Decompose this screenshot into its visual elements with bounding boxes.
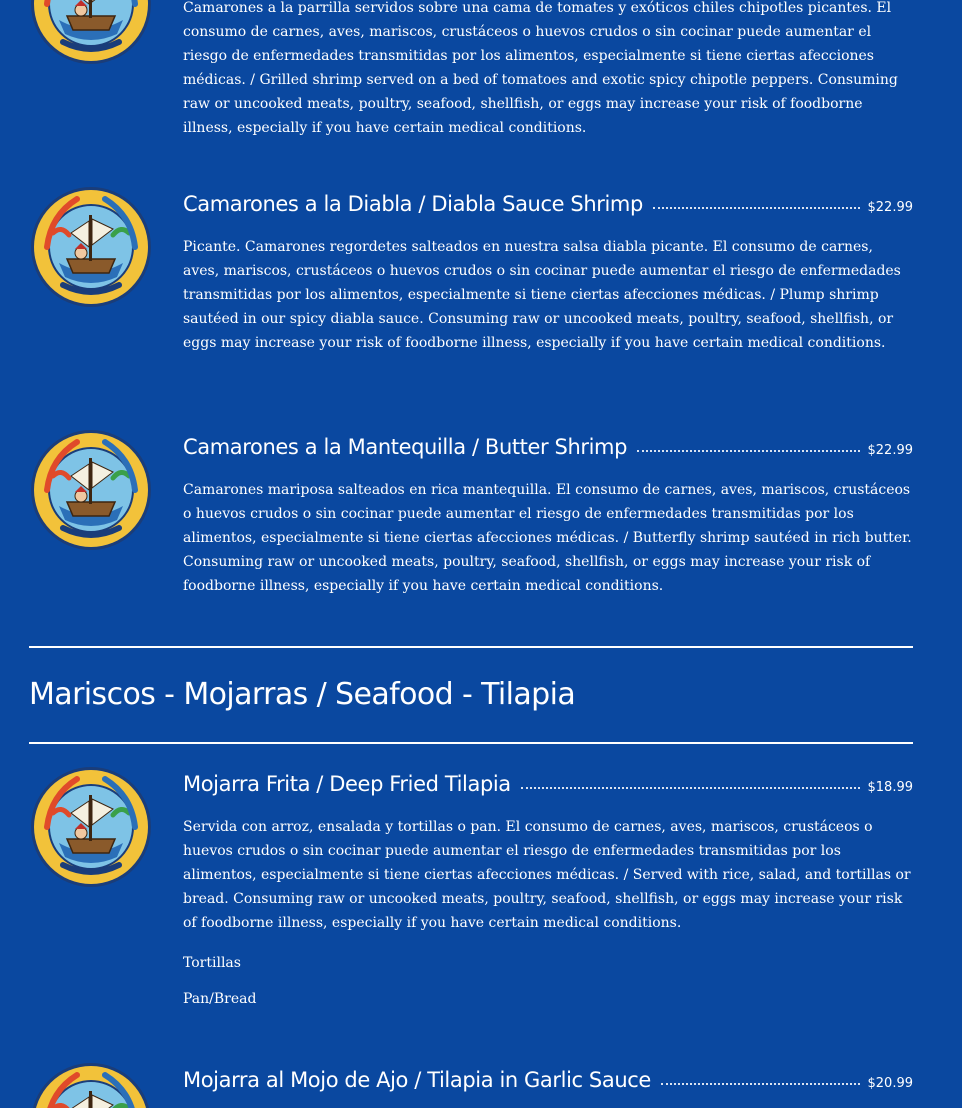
item-description: Servida con arroz, ensalada y tortillas o pan. El consumo de carnes, aves, mariscos, crustáceos o huevos crudos o sin cocinar puede aumentar el riesgo de enfermedades transmitidas por los alimentos, especialmente si tiene ciertas afecciones médicas. / Served with rice, salad, and tortillas or bread. Consuming raw or uncooked meats, poultry, seafood, shellfish, or eggs may increase your risk of foodborne illness, especially if you have certain medical conditions. (183, 819, 911, 931)
item-name[interactable]: Mojarra Frita / Deep Fried Tilapia (183, 772, 511, 796)
item-name[interactable]: Camarones a la Mantequilla / Butter Shrimp (183, 435, 628, 459)
price-leader-dots (637, 449, 859, 452)
item-description: Camarones mariposa salteados en rica mantequilla. El consumo de carnes, aves, mariscos, crustáceos o huevos crudos o sin cocinar puede aumentar el riesgo de enfermedades transmitidas por los alimentos, especialmente si tiene ciertas afecciones médicas. / Butterfly shrimp sautéed in rich butter. Consuming raw or uncooked meats, poultry, seafood, shellfish, or eggs may increase your risk of foodborne illness, especially if you have certain medical conditions. (183, 482, 912, 594)
restaurant-logo-icon (29, 185, 153, 309)
price-leader-dots (653, 206, 860, 209)
item-description: Picante. Camarones regordetes salteados en nuestra salsa diabla picante. El consumo de carnes, aves, mariscos, crustáceos o huevos crudos o sin cocinar puede aumentar el riesgo de enfermedades transmitidas por los alimentos, especialmente si tiene ciertas afecciones médicas. / Plump shrimp sautéed in our spicy diabla sauce. Consuming raw or uncooked meats, poultry, seafood, shellfish, or eggs may increase your risk of foodborne illness, especially if you have certain medical conditions. (183, 239, 901, 351)
price-leader-dots (661, 1082, 860, 1085)
item-header (183, 765, 913, 799)
item-price: $22.99 (867, 443, 913, 458)
item-price: $22.99 (867, 200, 913, 215)
item-header (183, 185, 913, 219)
restaurant-logo (29, 428, 153, 552)
item-option-tortillas[interactable]: Tortillas (183, 955, 241, 971)
item-name[interactable]: Mojarra al Mojo de Ajo / Tilapia in Garlic Sauce (183, 1068, 651, 1092)
price-leader-dots (521, 786, 860, 789)
restaurant-logo (29, 185, 153, 309)
restaurant-logo (29, 0, 153, 66)
restaurant-logo-icon (29, 428, 153, 552)
item-option-bread[interactable]: Pan/Bread (183, 991, 257, 1007)
item-description: Camarones a la parrilla servidos sobre una cama de tomates y exóticos chiles chipotles picantes. El consumo de carnes, aves, mariscos, crustáceos o huevos crudos o sin cocinar puede aumentar el riesgo de enfermedades transmitidas por los alimentos, especialmente si tiene ciertas afecciones médicas. / Grilled shrimp served on a bed of tomatoes and exotic spicy chipotle peppers. Consuming raw or uncooked meats, poultry, seafood, shellfish, or eggs may increase your risk of foodborne illness, especially if you have certain medical conditions. (183, 0, 898, 136)
section-title: Mariscos - Mojarras / Seafood - Tilapia (29, 677, 576, 712)
section-divider-bottom (29, 742, 913, 744)
section-divider-top (29, 646, 913, 648)
restaurant-logo-icon (29, 765, 153, 889)
restaurant-logo (29, 1061, 153, 1108)
item-header (183, 1061, 913, 1095)
item-name[interactable]: Camarones a la Diabla / Diabla Sauce Shrimp (183, 192, 643, 216)
item-header (183, 428, 913, 462)
restaurant-logo (29, 765, 153, 889)
item-price: $18.99 (867, 780, 913, 795)
restaurant-logo-icon (29, 1061, 153, 1108)
item-price: $20.99 (867, 1076, 913, 1091)
restaurant-logo-icon (29, 0, 153, 66)
